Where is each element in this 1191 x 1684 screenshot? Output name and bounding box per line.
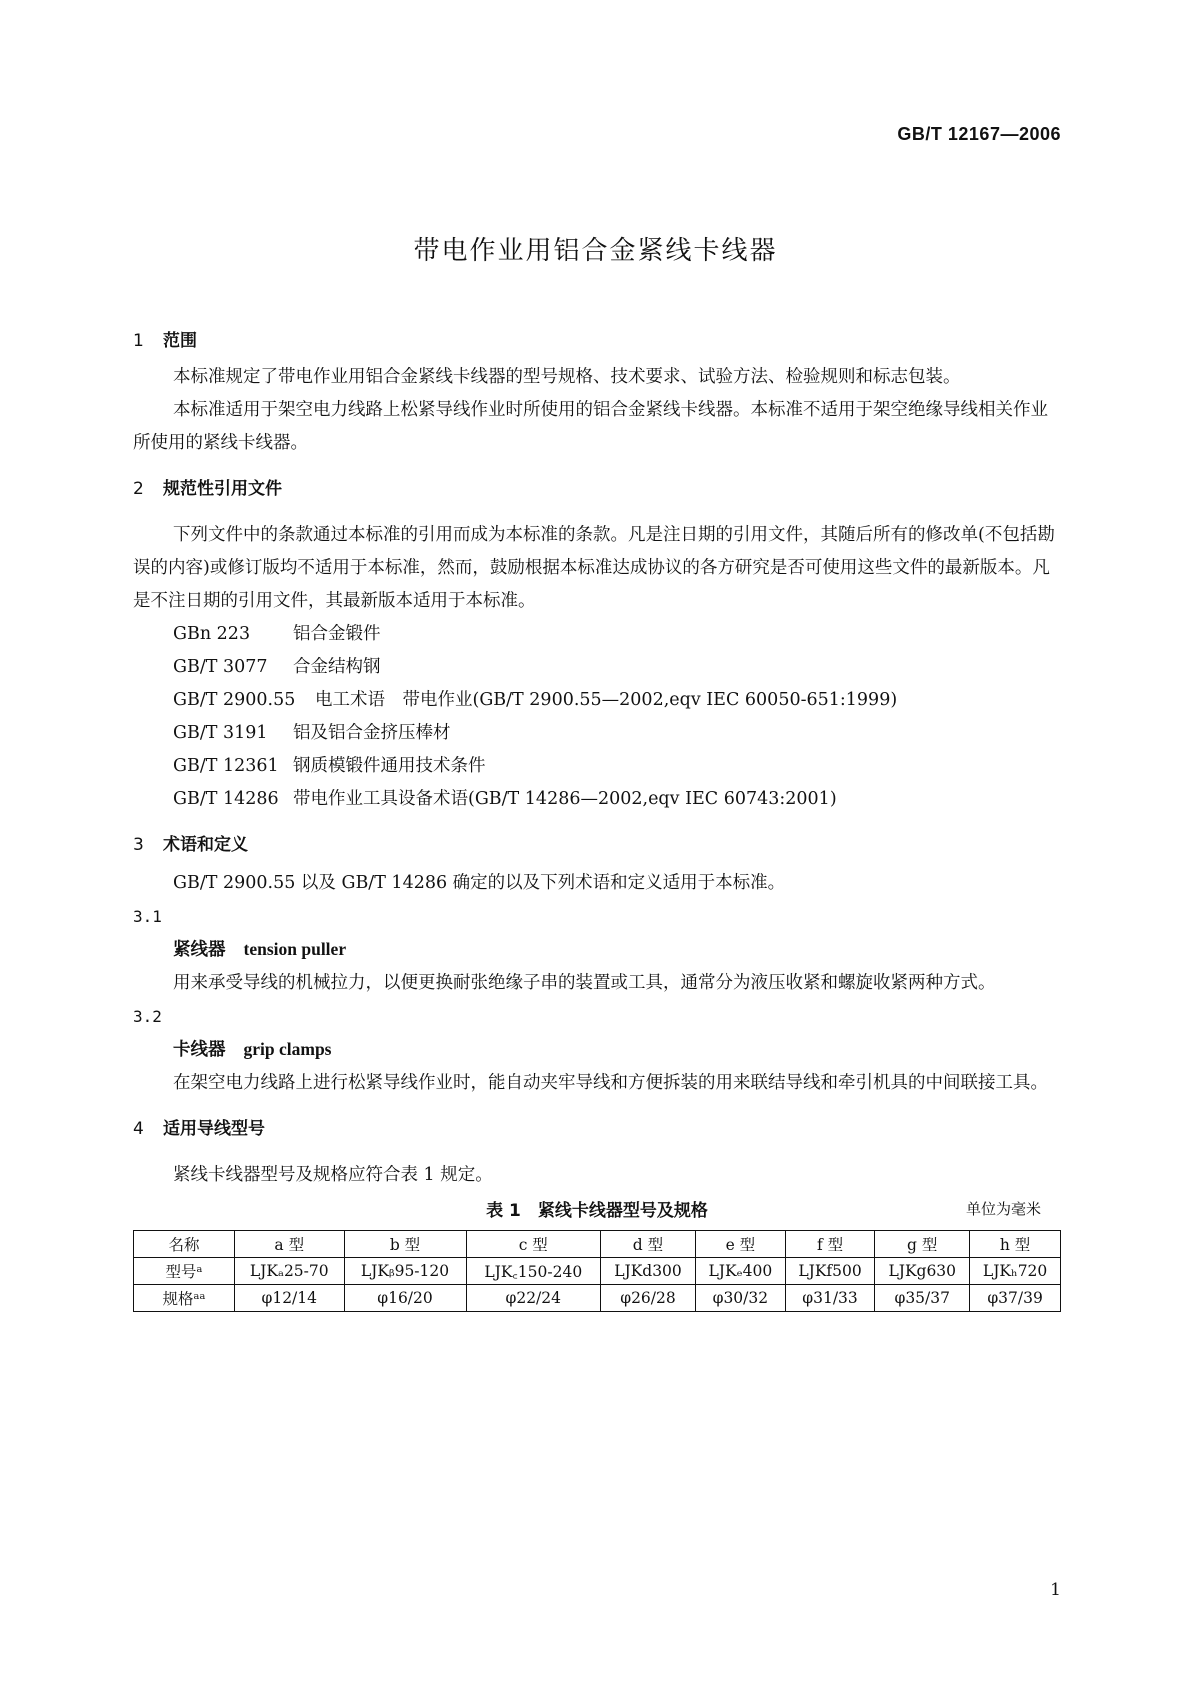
paragraph: 下列文件中的条款通过本标准的引用而成为本标准的条款。凡是注日期的引用文件，其随后所有的修改单(不包括勘误的内容)或修订版均不适用于本标准，然而，鼓励根据本标准达成协议的各方研究是否可使用这些文件的最新版本。凡是不注日期的引用文件，其最新版本适用于本标准。 <box>133 525 1055 611</box>
table-caption-row <box>133 1194 1061 1226</box>
reference-item <box>133 783 1061 816</box>
reference-code: GB/T 3191 <box>173 723 268 743</box>
table-cell: φ12/14 <box>235 1285 345 1312</box>
section-title: 术语和定义 <box>163 835 248 855</box>
table-cell: φ31/33 <box>785 1285 874 1312</box>
subclause-number: 3.2 <box>133 1007 162 1026</box>
table-header-row <box>134 1231 1061 1258</box>
table-cell: φ26/28 <box>601 1285 696 1312</box>
section-number: 1 <box>133 331 144 351</box>
reference-code: GB/T 14286 <box>173 789 279 809</box>
paragraph: 紧线卡线器型号及规格应符合表 1 规定。 <box>173 1165 493 1185</box>
term-zh: 卡线器 <box>173 1040 226 1060</box>
table-caption: 表 1 紧线卡线器型号及规格 <box>486 1201 708 1221</box>
section-1-heading <box>133 326 1061 351</box>
reference-code: GB/T 2900.55 <box>173 690 296 710</box>
reference-code: GBn 223 <box>173 624 251 644</box>
reference-item <box>133 618 1061 651</box>
table-cell: φ22/24 <box>466 1285 601 1312</box>
table-row <box>134 1258 1061 1285</box>
header-cell: f 型 <box>785 1231 874 1258</box>
table-cell: LJKf500 <box>785 1258 874 1285</box>
reference-title: 铝及铝合金挤压棒材 <box>293 723 451 743</box>
reference-code: GB/T 12361 <box>173 756 279 776</box>
page-title: 带电作业用铝合金紧线卡线器 <box>413 236 778 266</box>
header-cell: c 型 <box>466 1231 601 1258</box>
paragraph: 本标准适用于架空电力线路上松紧导线作业时所使用的铝合金紧线卡线器。本标准不适用于架空绝缘导线相关作业所使用的紧线卡线器。 <box>133 400 1048 453</box>
reference-title: 电工术语 带电作业(GB/T 2900.55—2002,eqv IEC 60050-651:1999) <box>315 690 898 710</box>
table-cell: 型号ᵃ <box>134 1258 235 1285</box>
term-definition: 在架空电力线路上进行松紧导线作业时，能自动夹牢导线和方便拆装的用来联结导线和牵引机具的中间联接工具。 <box>173 1073 1048 1093</box>
header-cell: b 型 <box>344 1231 466 1258</box>
table-cell: φ30/32 <box>695 1285 785 1312</box>
term-entry <box>133 1033 1061 1067</box>
term-definition: 用来承受导线的机械拉力，以便更换耐张绝缘子串的装置或工具，通常分为液压收紧和螺旋收紧两种方式。 <box>173 973 996 993</box>
table-cell: φ37/39 <box>970 1285 1061 1312</box>
reference-item <box>133 750 1061 783</box>
table-cell: LJKᵦ95-120 <box>344 1258 466 1285</box>
paragraph: 本标准规定了带电作业用铝合金紧线卡线器的型号规格、技术要求、试验方法、检验规则和标志包装。 <box>173 367 961 387</box>
header-cell: a 型 <box>235 1231 345 1258</box>
section-title: 范围 <box>163 331 197 351</box>
section-3-heading <box>133 830 1061 855</box>
term-en: grip clamps <box>243 1039 332 1059</box>
term-zh: 紧线器 <box>173 940 226 960</box>
spec-table <box>133 1230 1061 1312</box>
section-number: 4 <box>133 1119 144 1139</box>
page-number: 1 <box>1050 1580 1061 1600</box>
section-title: 适用导线型号 <box>163 1119 265 1139</box>
header-cell: d 型 <box>601 1231 696 1258</box>
document-body <box>133 326 1061 1312</box>
subclause-number: 3.1 <box>133 907 162 926</box>
header-cell: 名称 <box>134 1231 235 1258</box>
table-cell: LJKd300 <box>601 1258 696 1285</box>
section-number: 2 <box>133 479 144 499</box>
header-cell: e 型 <box>695 1231 785 1258</box>
table-cell: φ16/20 <box>344 1285 466 1312</box>
section-title: 规范性引用文件 <box>163 479 282 499</box>
term-entry <box>133 933 1061 967</box>
reference-item <box>133 717 1061 750</box>
table-cell: LJKₑ400 <box>695 1258 785 1285</box>
paragraph: GB/T 2900.55 以及 GB/T 14286 确定的以及下列术语和定义适用于本标准。 <box>173 873 786 893</box>
table-cell: LJKₕ720 <box>970 1258 1061 1285</box>
table-cell: 规格ᵃᵃ <box>134 1285 235 1312</box>
header-cell: g 型 <box>875 1231 970 1258</box>
table-row <box>134 1285 1061 1312</box>
table-cell: LJKg630 <box>875 1258 970 1285</box>
header-cell: h 型 <box>970 1231 1061 1258</box>
standard-number: GB/T 12167—2006 <box>897 124 1061 144</box>
table-cell: LJK꜀150-240 <box>466 1258 601 1285</box>
reference-title: 带电作业工具设备术语(GB/T 14286—2002,eqv IEC 60743:2001) <box>293 789 837 809</box>
table-cell: φ35/37 <box>875 1285 970 1312</box>
section-number: 3 <box>133 835 144 855</box>
table-unit: 单位为毫米 <box>965 1200 1041 1218</box>
section-2-heading <box>133 474 1061 499</box>
reference-code: GB/T 3077 <box>173 657 268 677</box>
reference-title: 合金结构钢 <box>293 657 381 677</box>
reference-item <box>133 684 1061 717</box>
reference-title: 钢质模锻件通用技术条件 <box>293 756 486 776</box>
section-4-heading <box>133 1114 1061 1139</box>
reference-item <box>133 651 1061 684</box>
term-en: tension puller <box>243 939 347 959</box>
reference-title: 铝合金锻件 <box>293 624 381 644</box>
table-cell: LJKₐ25-70 <box>235 1258 345 1285</box>
